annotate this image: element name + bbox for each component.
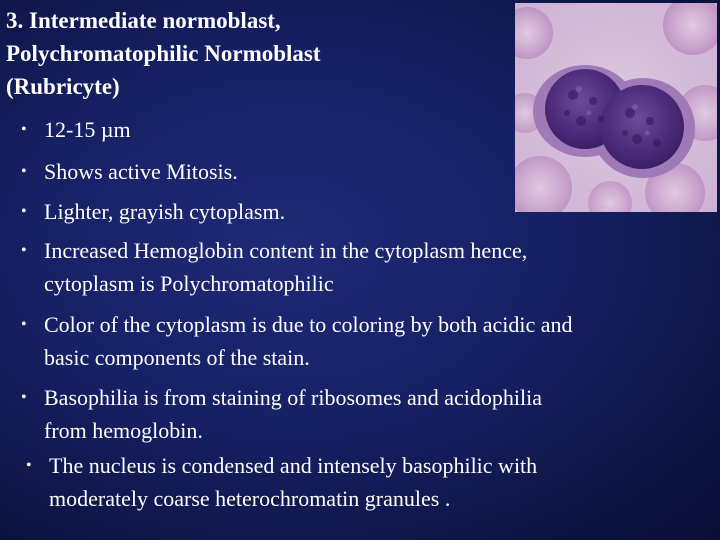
bullet-text: moderately coarse heterochromatin granules . — [49, 486, 451, 511]
bullet-text: Basophilia is from staining of ribosomes and acidophilia — [44, 385, 542, 410]
bullet-text: Lighter, grayish cytoplasm. — [44, 199, 286, 224]
micrograph-dividing-cell-icon — [515, 3, 717, 212]
bullet-text: Shows active Mitosis. — [44, 159, 238, 184]
bullet-text: basic components of the stain. — [44, 345, 310, 370]
bullet-dot: • — [21, 316, 27, 333]
bullet-text: Increased Hemoglobin content in the cytoplasm hence, — [44, 238, 528, 263]
bullet-dot: • — [21, 203, 27, 220]
bullet-text: 12-15 µm — [44, 117, 131, 142]
title-line-1: 3. Intermediate normoblast, — [6, 8, 281, 33]
bullet-text: cytoplasm is Polychromatophilic — [44, 271, 334, 296]
title-line-2: Polychromatophilic Normoblast — [6, 41, 321, 66]
bullet-dot: • — [21, 389, 27, 406]
bullet-dot: • — [21, 242, 27, 259]
bullet-dot: • — [21, 121, 27, 138]
bullet-text: The nucleus is condensed and intensely basophilic with — [49, 453, 538, 478]
slide-title — [6, 4, 506, 103]
bullet-dot: • — [26, 457, 32, 474]
bullet-text: Color of the cytoplasm is due to coloring by both acidic and — [44, 312, 573, 337]
title-line-3: (Rubricyte) — [6, 74, 120, 99]
bullet-dot: • — [21, 163, 27, 180]
bullet-text: from hemoglobin. — [44, 418, 203, 443]
